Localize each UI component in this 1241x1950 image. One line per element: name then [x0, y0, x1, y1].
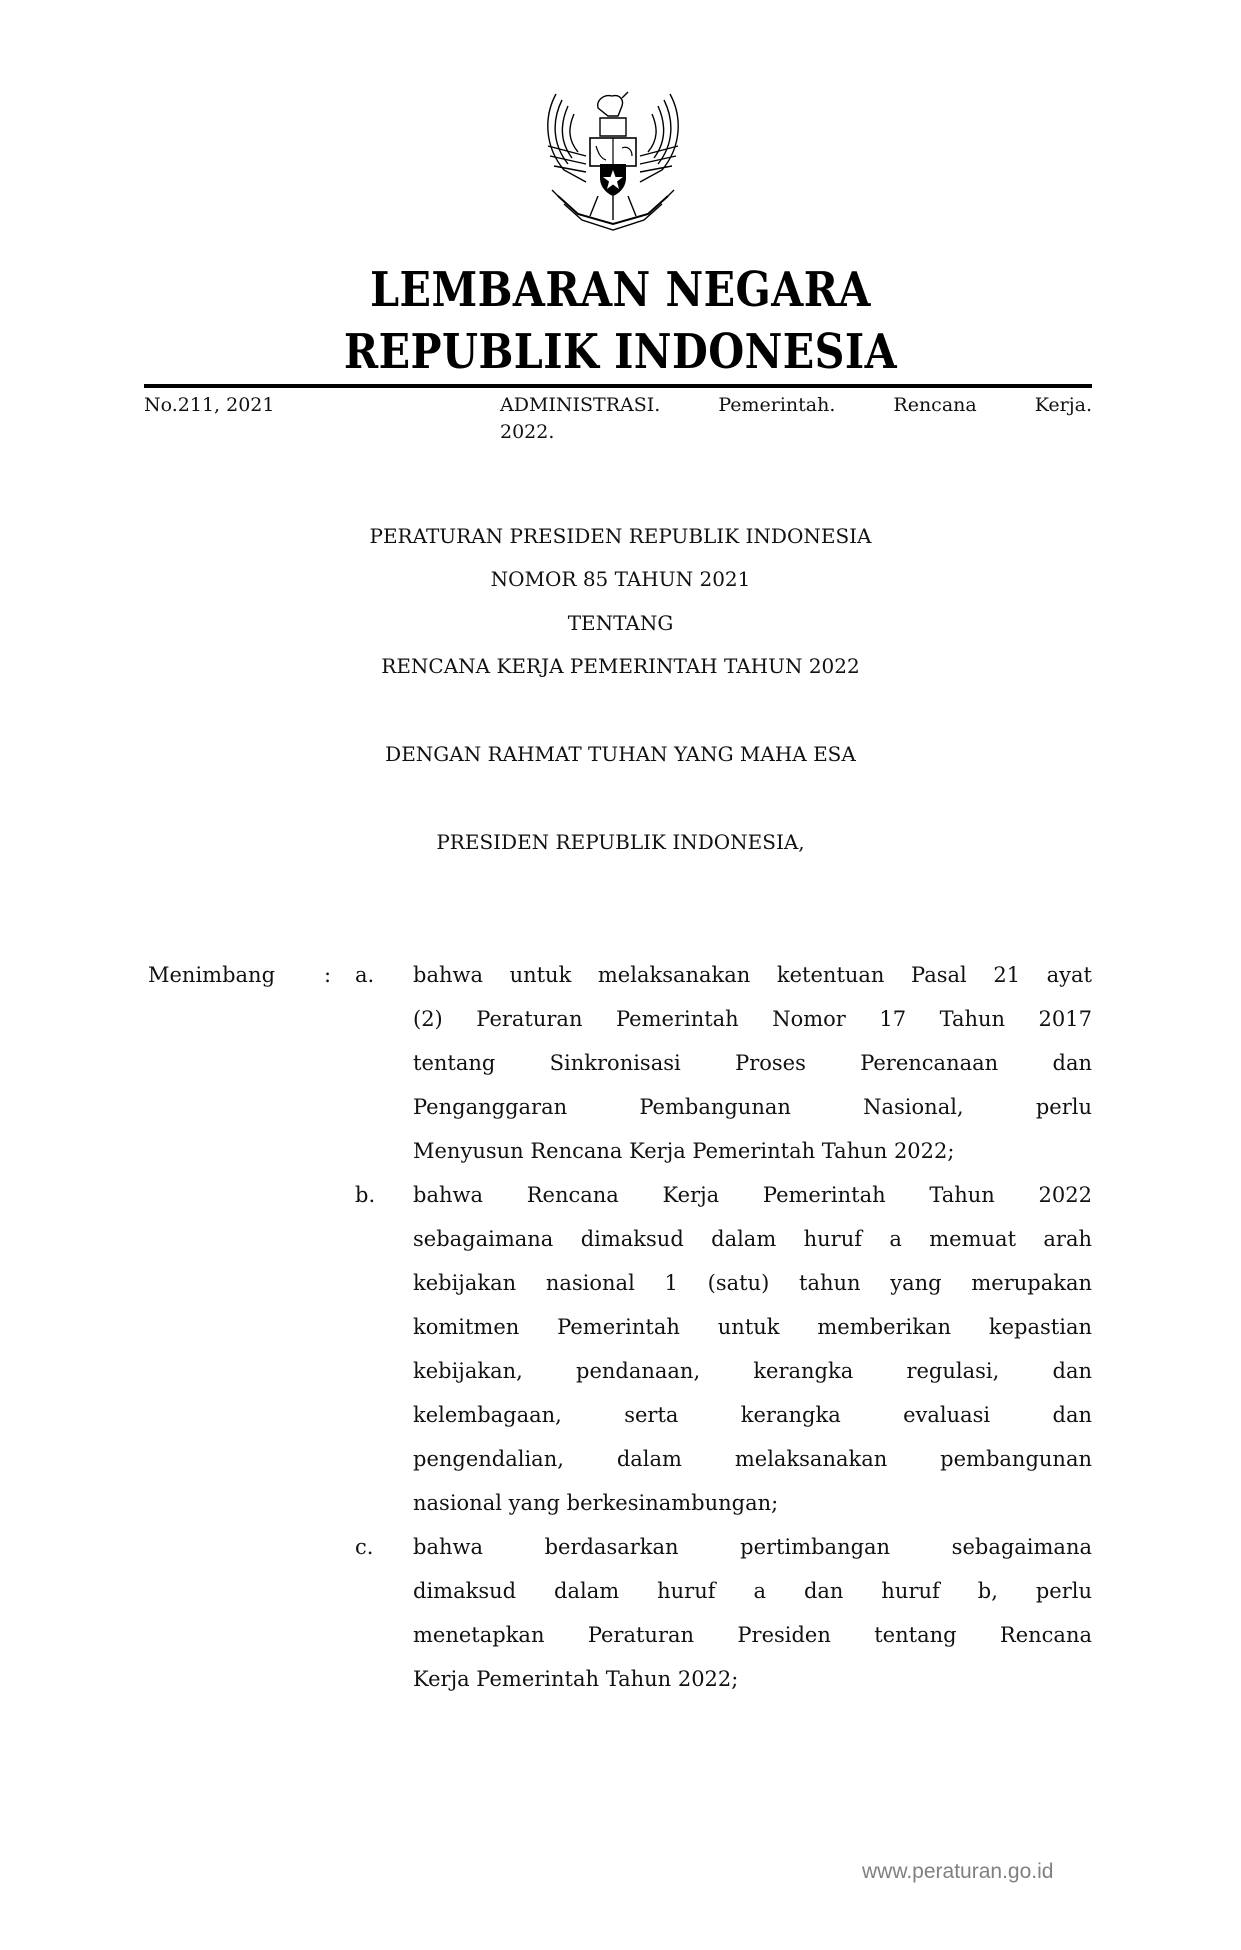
gazette-number: No.211, 2021: [144, 394, 275, 416]
text-line: kebijakan nasional 1 (satu) tahun yang merupakan: [413, 1271, 1092, 1295]
text-line: Menyusun Rencana Kerja Pemerintah Tahun 2022;: [413, 1139, 955, 1163]
text-line: dimaksud dalam huruf a dan huruf b, perlu: [413, 1579, 1092, 1603]
text-line: Penganggaran Pembangunan Nasional, perlu: [413, 1095, 1092, 1119]
item-marker-c: c.: [355, 1535, 374, 1559]
considering-item-a: [413, 953, 1092, 1173]
gazette-title-line2: REPUBLIK INDONESIA: [343, 324, 898, 380]
footer-website-link[interactable]: www.peraturan.go.id: [862, 1860, 1054, 1883]
text-line: menetapkan Peraturan Presiden tentang Rencana: [413, 1623, 1092, 1647]
text-line: kebijakan, pendanaan, kerangka regulasi, dan: [413, 1359, 1092, 1383]
gazette-subject-line1: ADMINISTRASI. Pemerintah. Rencana Kerja.: [500, 394, 1092, 416]
item-marker-a: a.: [355, 963, 375, 987]
text-line: (2) Peraturan Pemerintah Nomor 17 Tahun 2017: [413, 1007, 1092, 1031]
text-line: tentang Sinkronisasi Proses Perencanaan dan: [413, 1051, 1092, 1075]
gazette-subject-line2: 2022.: [500, 421, 555, 443]
text-line: komitmen Pemerintah untuk memberikan kepastian: [413, 1315, 1092, 1339]
item-marker-b: b.: [355, 1183, 376, 1207]
header-divider: [144, 384, 1092, 388]
text-line: nasional yang berkesinambungan;: [413, 1491, 779, 1515]
considering-item-c: [413, 1525, 1092, 1701]
text-line: Kerja Pemerintah Tahun 2022;: [413, 1667, 739, 1691]
text-line: kelembagaan, serta kerangka evaluasi dan: [413, 1403, 1092, 1427]
text-line: sebagaimana dimaksud dalam huruf a memuat arah: [413, 1227, 1092, 1251]
regulation-type: PERATURAN PRESIDEN REPUBLIK INDONESIA: [369, 524, 872, 548]
considering-label: Menimbang: [148, 963, 276, 987]
text-line: bahwa Rencana Kerja Pemerintah Tahun 2022: [413, 1183, 1092, 1207]
garuda-emblem-icon: [538, 86, 688, 242]
text-line: pengendalian, dalam melaksanakan pembangunan: [413, 1447, 1092, 1471]
authority: PRESIDEN REPUBLIK INDONESIA,: [436, 830, 805, 854]
text-line: bahwa untuk melaksanakan ketentuan Pasal 21 ayat: [413, 963, 1092, 987]
regulation-title: RENCANA KERJA PEMERINTAH TAHUN 2022: [381, 654, 860, 678]
regulation-number: NOMOR 85 TAHUN 2021: [490, 567, 751, 591]
considering-item-b: [413, 1173, 1092, 1525]
considering-colon: :: [324, 963, 332, 987]
invocation: DENGAN RAHMAT TUHAN YANG MAHA ESA: [385, 742, 856, 766]
regulation-about-label: TENTANG: [567, 611, 674, 635]
text-line: bahwa berdasarkan pertimbangan sebagaimana: [413, 1535, 1092, 1559]
gazette-title-line1: LEMBARAN NEGARA: [370, 262, 871, 318]
